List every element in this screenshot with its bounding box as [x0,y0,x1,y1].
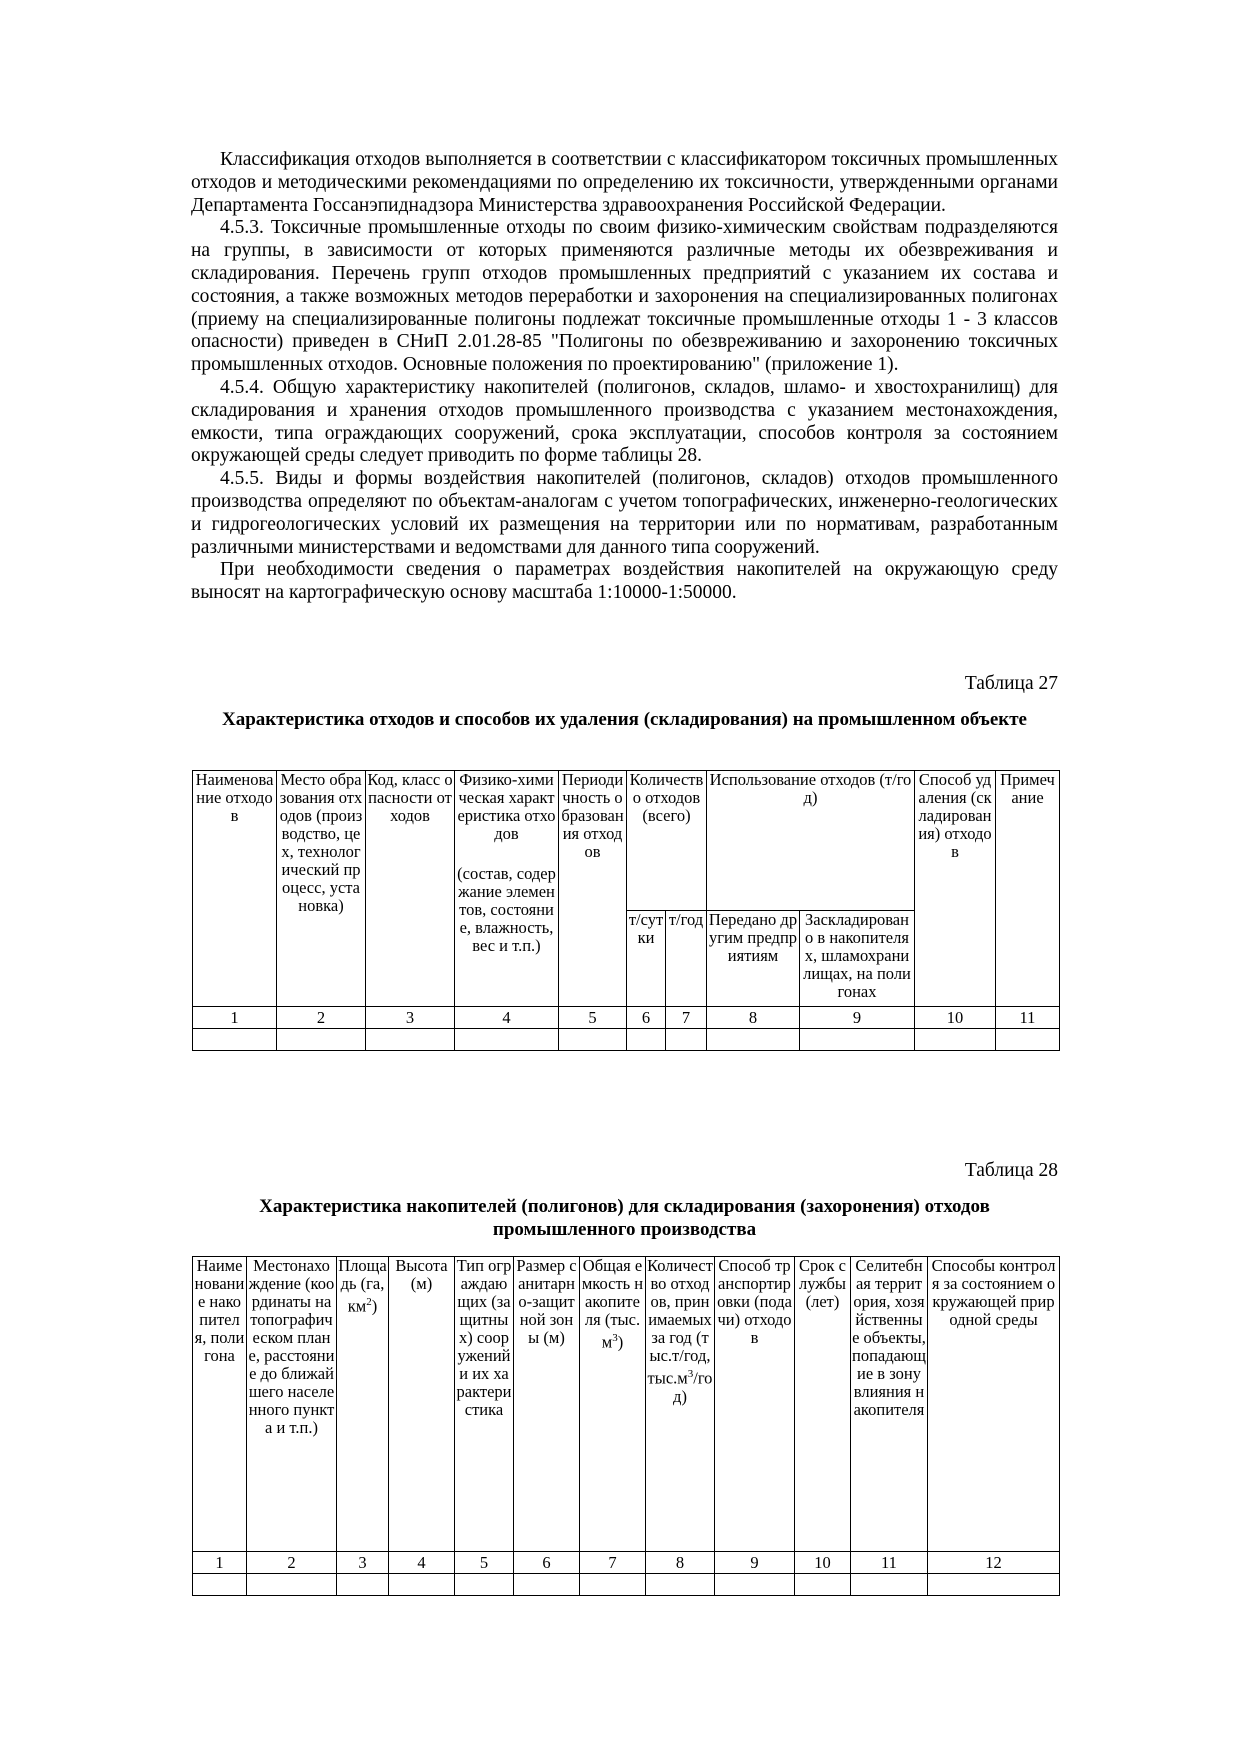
t28-header-amount-sup: 3 [687,1368,694,1380]
t28-empty-cell [337,1574,389,1596]
t28-col-number: 4 [389,1552,455,1574]
paragraph-4-5-5: 4.5.5. Виды и формы воздействия накопителей (полигонов, складов) отходов промышленного производства определяют по объектам-аналогам с учетом топографических, инженерно-геологических и гидрогеологических условий их размещения на территории или по нормативам, разработанным различными министерствами и ведомствами для данного типа сооружений. [191,468,1058,558]
t27-header-removal: Способ удаления (складирования) отходов [915,771,996,1007]
t27-header-physchem-detail: (состав, содержание элементов, состояние, влажность, вес и т.п.) [457,864,556,955]
t28-header-capacity-close: ) [617,1332,624,1352]
t27-header-tday: т/сутки [627,911,666,1007]
t27-empty-cell [666,1029,707,1051]
t28-col-number: 3 [337,1552,389,1574]
t28-empty-cell [928,1574,1060,1596]
t27-empty-cell [800,1029,915,1051]
table-28-caption: Таблица 28 [964,1160,1058,1181]
t28-header-sanitary-zone: Размер санитарно-защитной зоны (м) [514,1257,580,1552]
t27-col-number: 1 [193,1007,277,1029]
t27-col-number: 2 [277,1007,366,1029]
t27-empty-cell [996,1029,1060,1051]
t28-col-number: 6 [514,1552,580,1574]
t28-header-barrier: Тип ограждающих (защитных) сооружений и их характеристика [455,1257,514,1552]
paragraph-classification: Классификация отходов выполняется в соответствии с классификатором токсичных промышленных отходов и методическими рекомендациями по определению их токсичности, утвержденными органами Департамента Госсанэпиднадзора Министерства здравоохранения Российской Федерации. [191,149,1058,216]
t28-col-number: 1 [193,1552,247,1574]
t28-empty-cell [715,1574,795,1596]
t28-header-capacity-text: Общая емкость накопителя (тыс.м [581,1256,644,1352]
t27-col-number: 8 [707,1007,800,1029]
paragraph-4-5-3: 4.5.3. Токсичные промышленные отходы по своим физико-химическим свойствам подразделяются на группы, в зависимости от которых применяются различные методы их обезвреживания и складирования. Перечень групп отходов промышленных предприятий с указанием их состава и состояния, а также возможных методов переработки и захоронения на специализированных полигонах (приему на специализированные полигоны подлежат токсичные промышленные отходы 1 - 3 классов опасности) приведен в СНиП 2.01.28-85 "Полигоны по обезвреживанию и захоронению токсичных промышленных отходов. Основные положения по проектированию" (приложение 1). [191,217,1058,376]
t28-header-lifetime: Срок службы (лет) [795,1257,851,1552]
body-text [191,149,1058,605]
t27-empty-cell [193,1029,277,1051]
t28-header-residential: Селитебная территория, хозяйственные объекты, попадающие в зону влияния накопителя [851,1257,928,1552]
t27-empty-cell [915,1029,996,1051]
t28-empty-cell [389,1574,455,1596]
t27-header-note: Примечание [996,771,1060,1007]
t27-header-transferred: Передано другим предприятиям [707,911,800,1007]
t28-header-capacity [580,1257,646,1552]
t27-col-number: 11 [996,1007,1060,1029]
table-27-title: Характеристика отходов и способов их удаления (складирования) на промышленном объекте [222,709,1027,730]
t27-empty-cell [559,1029,627,1051]
t28-header-amount-close: /год) [673,1368,713,1406]
t27-col-number: 4 [455,1007,559,1029]
t27-header-code: Код, класс опасности отходов [366,771,455,1007]
t27-header-stored: Заскладировано в накопителях, шламохранилищах, на полигонах [800,911,915,1007]
t28-header-area-sup: 2 [366,1296,372,1308]
t28-empty-cell [455,1574,514,1596]
t28-empty-cell [580,1574,646,1596]
t28-header-area-close: ) [371,1296,378,1316]
table-28 [192,1256,1060,1596]
table-27-caption: Таблица 27 [964,673,1058,694]
paragraph-mapping: При необходимости сведения о параметрах воздействия накопителей на окружающую среду выносят на картографическую основу масштаба 1:10000-1:50000. [191,559,1058,604]
t27-header-tyear: т/год [666,911,707,1007]
t28-col-number: 8 [646,1552,715,1574]
t28-empty-cell [795,1574,851,1596]
t27-empty-cell [366,1029,455,1051]
t28-empty-cell [646,1574,715,1596]
t27-header-period: Периодичность образования отходов [559,771,627,1007]
t28-col-number: 2 [247,1552,337,1574]
t27-col-number: 6 [627,1007,666,1029]
t27-header-physchem-title: Физико-химическая характеристика отходов [457,770,556,843]
t27-col-number: 9 [800,1007,915,1029]
t28-empty-cell [514,1574,580,1596]
t28-header-monitoring: Способы контроля за состоянием окружающей природной среды [928,1257,1060,1552]
t28-header-capacity-sup: 3 [612,1332,618,1344]
t27-col-number: 5 [559,1007,627,1029]
t28-col-number: 7 [580,1552,646,1574]
t27-header-usage: Использование отходов (т/год) [707,771,915,911]
table-28-title: Характеристика накопителей (полигонов) для складирования (захоронения) отходов промышленного производства [259,1196,990,1240]
table-27 [192,770,1060,1051]
t28-header-height: Высота (м) [389,1257,455,1552]
t28-header-amount [646,1257,715,1552]
t27-col-number: 7 [666,1007,707,1029]
t27-empty-cell [455,1029,559,1051]
t28-col-number: 12 [928,1552,1060,1574]
t28-header-location: Местонахождение (координаты на топографическом плане, расстояние до ближайшего населенного пункта и т.п.) [247,1257,337,1552]
t27-empty-cell [627,1029,666,1051]
t28-col-number: 9 [715,1552,795,1574]
t27-header-name: Наименование отходов [193,771,277,1007]
t28-empty-cell [193,1574,247,1596]
t28-header-amount-text: Количество отходов, принимаемых за год (тыс.т/год, тыс.м [647,1256,713,1388]
t27-header-physchem [455,771,559,1007]
t27-empty-cell [277,1029,366,1051]
t28-col-number: 11 [851,1552,928,1574]
t27-col-number: 10 [915,1007,996,1029]
t28-col-number: 10 [795,1552,851,1574]
t27-col-number: 3 [366,1007,455,1029]
t27-header-place: Место образования отходов (производство, цех, технологический процесс, установка) [277,771,366,1007]
t27-header-quantity: Количество отходов (всего) [627,771,707,911]
t28-empty-cell [851,1574,928,1596]
t27-empty-cell [707,1029,800,1051]
t28-header-area-text: Площадь (га, км [338,1256,387,1316]
t28-empty-cell [247,1574,337,1596]
paragraph-4-5-4: 4.5.4. Общую характеристику накопителей (полигонов, складов, шламо- и хвостохранилищ) для складирования и хранения отходов промышленного производства с указанием местонахождения, емкости, типа ограждающих сооружений, срока эксплуатации, способов контроля за состоянием окружающей среды следует приводить по форме таблицы 28. [191,376,1058,467]
t28-header-area [337,1257,389,1552]
t28-header-transport: Способ транспортировки (подачи) отходов [715,1257,795,1552]
t28-col-number: 5 [455,1552,514,1574]
t28-header-name: Наименование накопителя, полигона [193,1257,247,1552]
